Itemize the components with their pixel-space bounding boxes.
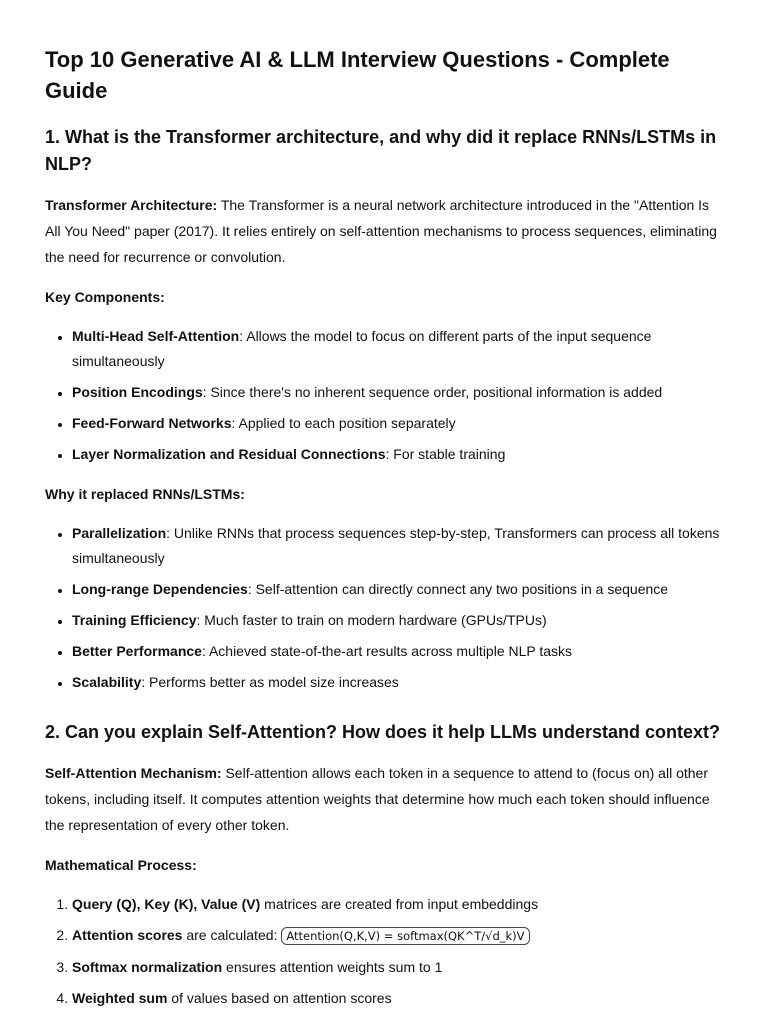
list-item: • Layer Normalization and Residual Connections: For stable training [72,442,723,467]
list-item: 3. Softmax normalization ensures attention weights sum to 1 [72,955,723,980]
list-item: • Parallelization: Unlike RNNs that process sequences step-by-step, Transformers can process all tokens simultaneously [72,521,723,571]
self-attention-intro [45,760,723,838]
why-replaced-list [45,521,723,695]
list-item: • Long-range Dependencies: Self-attention can directly connect any two positions in a sequence [72,577,723,602]
intro-text: The Transformer is a neural network architecture introduced in the "Attention Is All You Need" paper (2017). It relies entirely on self-attention mechanisms to process sequences, eliminating the need for recurrence or convolution. [45,197,717,265]
math-process-list [45,892,723,1011]
transformer-intro [45,192,723,270]
list-item: • Position Encodings: Since there's no inherent sequence order, positional information is added [72,380,723,405]
attention-formula-code: Attention(Q,K,V) = softmax(QK^T/√d_k)V [281,927,529,945]
list-item: 4. Weighted sum of values based on attention scores [72,986,723,1011]
list-item: • Better Performance: Achieved state-of-the-art results across multiple NLP tasks [72,639,723,664]
list-item: 1. Query (Q), Key (K), Value (V) matrices are created from input embeddings [72,892,723,917]
list-item: • Feed-Forward Networks: Applied to each position separately [72,411,723,436]
math-process-label: Mathematical Process: [45,857,197,873]
question-1-heading: 1. What is the Transformer architecture, and why did it replace RNNs/LSTMs in NLP? [45,127,717,174]
list-item: • Scalability: Performs better as model size increases [72,670,723,695]
list-item: • Multi-Head Self-Attention: Allows the model to focus on different parts of the input sequence simultaneously [72,324,723,374]
page-title: Top 10 Generative AI & LLM Interview Questions - Complete Guide [45,47,670,103]
why-replaced-label: Why it replaced RNNs/LSTMs: [45,486,245,502]
key-components-label: Key Components: [45,289,165,305]
intro-text: Self-attention allows each token in a sequence to attend to (focus on) all other tokens, including itself. It computes attention weights that determine how much each token should influence the representation of every other token. [45,765,710,833]
intro-label: Transformer Architecture: [45,197,218,213]
intro-label: Self-Attention Mechanism: [45,765,222,781]
question-2-heading: 2. Can you explain Self-Attention? How does it help LLMs understand context? [45,722,721,742]
list-item: • Training Efficiency: Much faster to train on modern hardware (GPUs/TPUs) [72,608,723,633]
key-components-list [45,324,723,467]
list-item: 2. Attention scores are calculated: Attention(Q,K,V) = softmax(QK^T/√d_k)V [72,923,723,949]
